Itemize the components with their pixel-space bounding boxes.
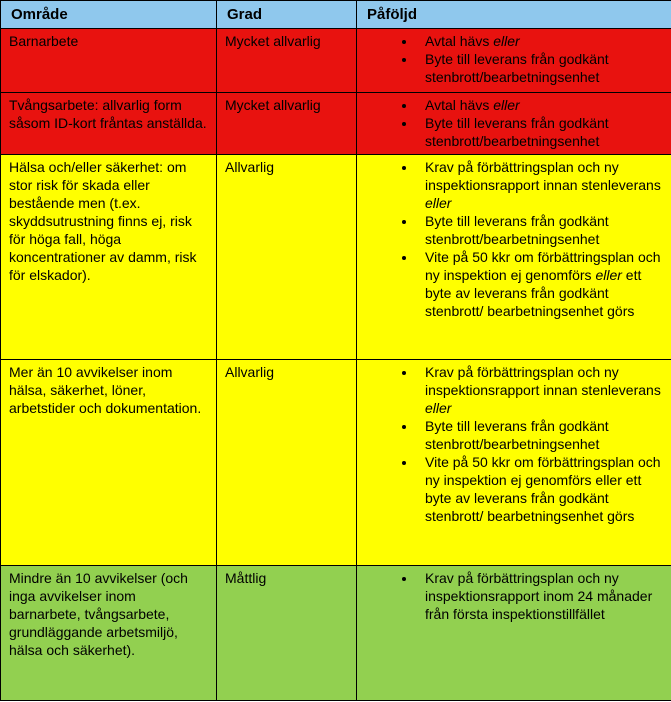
header-area: Område (1, 1, 217, 29)
grade-cell: Måttlig (217, 566, 357, 701)
consequence-cell (357, 566, 671, 701)
list-item: • Vite på 50 kkr om förbättringsplan och ny inspektion ej genomförs eller ett byte av leverans från godkänt stenbrott/ bearbetningsenhet görs (417, 248, 665, 320)
table-row (1, 93, 671, 155)
list-item: • Byte till leverans från godkänt stenbrott/bearbetningsenhet (417, 114, 665, 150)
table-row (1, 566, 671, 701)
grade-cell: Mycket allvarlig (217, 29, 357, 93)
list-item: • Krav på förbättringsplan och ny inspektionsrapport inom 24 månader från första inspektionstillfället (417, 569, 665, 623)
table-row (1, 360, 671, 566)
consequence-cell (357, 29, 671, 93)
header-row (1, 1, 671, 29)
grade-cell: Allvarlig (217, 155, 357, 360)
list-item: • Krav på förbättringsplan och ny inspektionsrapport innan stenleverans eller (417, 363, 665, 417)
consequence-cell (357, 155, 671, 360)
area-cell: Barnarbete (1, 29, 217, 93)
consequence-list (365, 158, 665, 320)
list-item: • Vite på 50 kkr om förbättringsplan och ny inspektion ej genomförs eller ett byte av leverans från godkänt stenbrott/ bearbetningsenhet görs (417, 453, 665, 525)
area-cell: Tvångsarbete: allvarlig form såsom ID-kort fråntas anställda. (1, 93, 217, 155)
grade-cell: Mycket allvarlig (217, 93, 357, 155)
consequence-list (365, 96, 665, 150)
consequence-list (365, 32, 665, 86)
list-item: • Krav på förbättringsplan och ny inspektionsrapport innan stenleverans eller (417, 158, 665, 212)
list-item: • Avtal hävs eller (417, 32, 665, 50)
list-item: • Avtal hävs eller (417, 96, 665, 114)
consequence-list (365, 363, 665, 525)
consequence-cell (357, 360, 671, 566)
list-item: • Byte till leverans från godkänt stenbrott/bearbetningsenhet (417, 212, 665, 248)
consequence-list (365, 569, 665, 623)
area-cell: Mer än 10 avvikelser inom hälsa, säkerhet, löner, arbetstider och dokumentation. (1, 360, 217, 566)
table-row (1, 155, 671, 360)
area-cell: Hälsa och/eller säkerhet: om stor risk för skada eller bestående men (t.ex. skyddsutrustning finns ej, risk för höga fall, höga koncentrationer av damm, risk för elskador). (1, 155, 217, 360)
list-item: • Byte till leverans från godkänt stenbrott/bearbetningsenhet (417, 417, 665, 453)
grade-cell: Allvarlig (217, 360, 357, 566)
table-row (1, 29, 671, 93)
area-cell: Mindre än 10 avvikelser (och inga avvikelser inom barnarbete, tvångsarbete, grundläggande arbetsmiljö, hälsa och säkerhet). (1, 566, 217, 701)
header-consequence: Påföljd (357, 1, 671, 29)
header-grade: Grad (217, 1, 357, 29)
list-item: • Byte till leverans från godkänt stenbrott/bearbetningsenhet (417, 50, 665, 86)
consequence-cell (357, 93, 671, 155)
